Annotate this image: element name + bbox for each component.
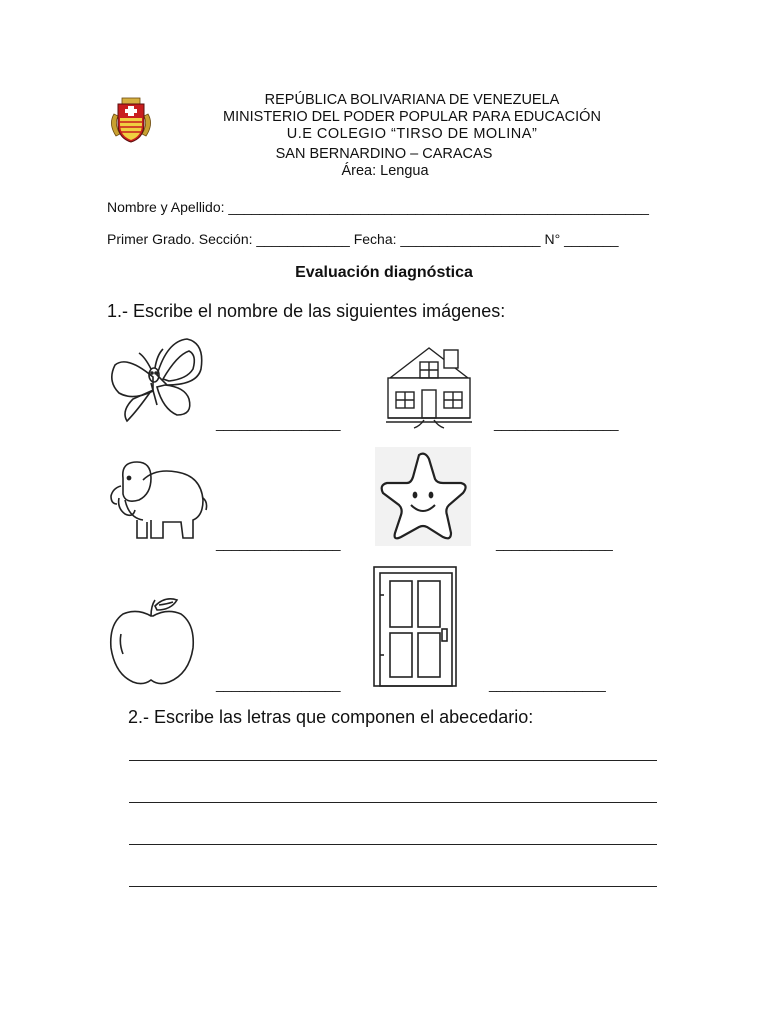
answer-line[interactable] <box>129 760 657 761</box>
header-ministry: MINISTERIO DEL PODER POPULAR PARA EDUCACIÓN <box>223 109 601 125</box>
answer-line[interactable] <box>129 844 657 845</box>
blank-star[interactable]: _______________ <box>496 535 613 551</box>
star-icon <box>375 447 471 546</box>
question-1: 1.- Escribe el nombre de las siguientes imágenes: <box>107 301 506 321</box>
header-republic: REPÚBLICA BOLIVARIANA DE VENEZUELA <box>264 92 560 108</box>
blank-elephant[interactable]: ________________ <box>216 535 341 551</box>
name-label: Nombre y Apellido: <box>107 199 225 215</box>
grade-row <box>107 231 619 247</box>
answer-line[interactable] <box>129 886 657 887</box>
blank-door[interactable]: _______________ <box>489 676 606 692</box>
name-blank[interactable]: ______________________________________________________ <box>228 199 649 215</box>
blank-apple[interactable]: ________________ <box>216 676 341 692</box>
date-blank[interactable]: __________________ <box>400 231 541 247</box>
name-row <box>107 199 649 215</box>
section-blank[interactable]: ____________ <box>256 231 350 247</box>
grade-label: Primer Grado. Sección: <box>107 231 253 247</box>
header-location: SAN BERNARDINO – CARACAS <box>275 146 493 162</box>
header-school: U.E COLEGIO “TIRSO DE MOLINA” <box>286 126 538 142</box>
elephant-icon <box>107 458 209 544</box>
question-2: 2.- Escribe las letras que componen el abecedario: <box>128 707 534 727</box>
house-icon <box>384 344 474 430</box>
door-icon <box>372 565 458 688</box>
date-label: Fecha: <box>353 231 397 247</box>
blank-house[interactable]: ________________ <box>494 415 619 431</box>
number-label: N° <box>544 231 561 247</box>
number-blank[interactable]: _______ <box>564 231 619 247</box>
butterfly-icon <box>107 335 207 427</box>
header-area: Área: Lengua <box>341 163 429 179</box>
answer-line[interactable] <box>129 802 657 803</box>
blank-butterfly[interactable]: ________________ <box>216 415 341 431</box>
page-title: Evaluación diagnóstica <box>295 264 473 281</box>
apple-icon <box>107 594 197 688</box>
